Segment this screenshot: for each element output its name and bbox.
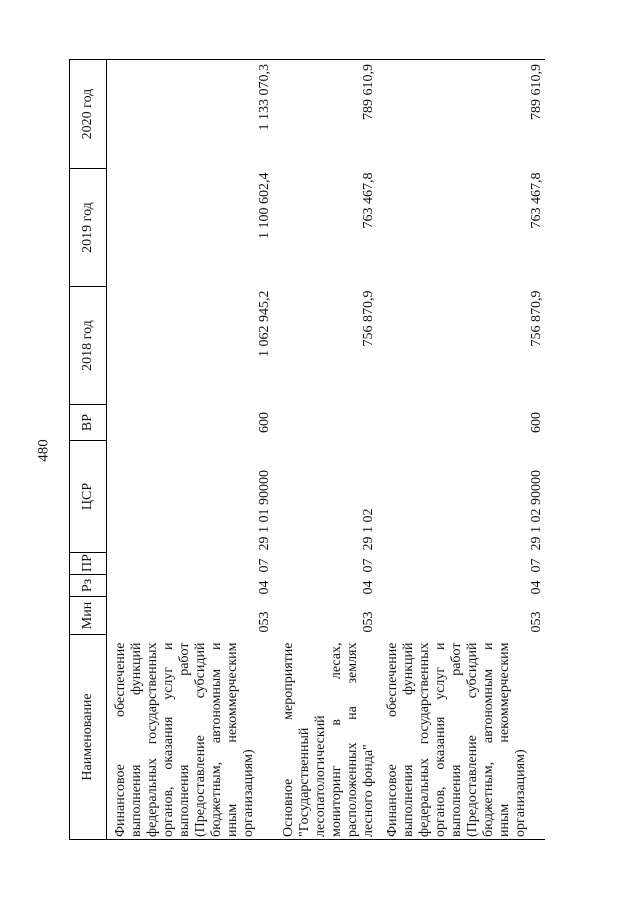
row-csr: 29 1 01 90000 [257, 470, 272, 551]
table-header-row [70, 60, 107, 840]
row-csr: 29 1 02 90000 [529, 470, 544, 551]
row-min: 053 [361, 611, 376, 633]
header-2019: 2019 год [70, 169, 107, 287]
row-rz: 04 [529, 580, 544, 595]
row-pr: 07 [257, 558, 272, 573]
row-vr: 600 [257, 412, 272, 433]
budget-table-sheet [69, 60, 594, 840]
row-rz: 04 [257, 580, 272, 595]
row-pr: 07 [361, 558, 376, 573]
table-row [273, 60, 377, 840]
header-2020: 2020 год [70, 60, 107, 169]
row-min: 053 [257, 611, 272, 633]
row-min: 053 [529, 611, 544, 633]
page-number: 480 [35, 439, 52, 462]
row-2019: 763 467,8 [529, 172, 544, 229]
row-2019: 1 100 602,4 [257, 172, 272, 239]
budget-table [69, 59, 545, 840]
row-csr: 29 1 02 [361, 508, 376, 551]
row-2018: 756 870,9 [529, 290, 544, 347]
table-row [107, 60, 274, 840]
header-name: Наименование [70, 635, 107, 840]
row-name: Основное мероприятие "Государственный лесопатологический мониторинг в лесах, расположенных на землях лесного фонда" [273, 635, 377, 840]
header-rz: Рз [70, 575, 107, 597]
row-vr [273, 405, 377, 441]
row-name: Финансовое обеспечение выполнения функций федеральных государственных органов, оказания услуг и выполнения работ (Предоставление субсидий бюджетным, автономным и иным некоммерческим организациям) [107, 635, 274, 840]
row-2020: 1 133 070,3 [107, 60, 274, 169]
header-min: Мин [70, 597, 107, 635]
row-rz: 04 [361, 580, 376, 595]
header-vr: ВР [70, 405, 107, 441]
row-2019: 763 467,8 [361, 172, 376, 229]
row-2020: 789 610,9 [377, 60, 545, 169]
row-2018: 756 870,9 [361, 290, 376, 347]
table-row [377, 60, 545, 840]
header-pr: ПР [70, 553, 107, 575]
row-pr: 07 [529, 558, 544, 573]
row-2018: 1 062 945,2 [257, 290, 272, 357]
header-2018: 2018 год [70, 287, 107, 405]
row-vr: 600 [529, 412, 544, 433]
row-2020: 789 610,9 [273, 60, 377, 169]
row-name: Финансовое обеспечение выполнения функций федеральных государственных органов, оказания услуг и выполнения работ (Предоставление субсидий бюджетным, автономным и иным некоммерческим организациям) [377, 635, 545, 840]
header-csr: ЦСР [70, 441, 107, 553]
